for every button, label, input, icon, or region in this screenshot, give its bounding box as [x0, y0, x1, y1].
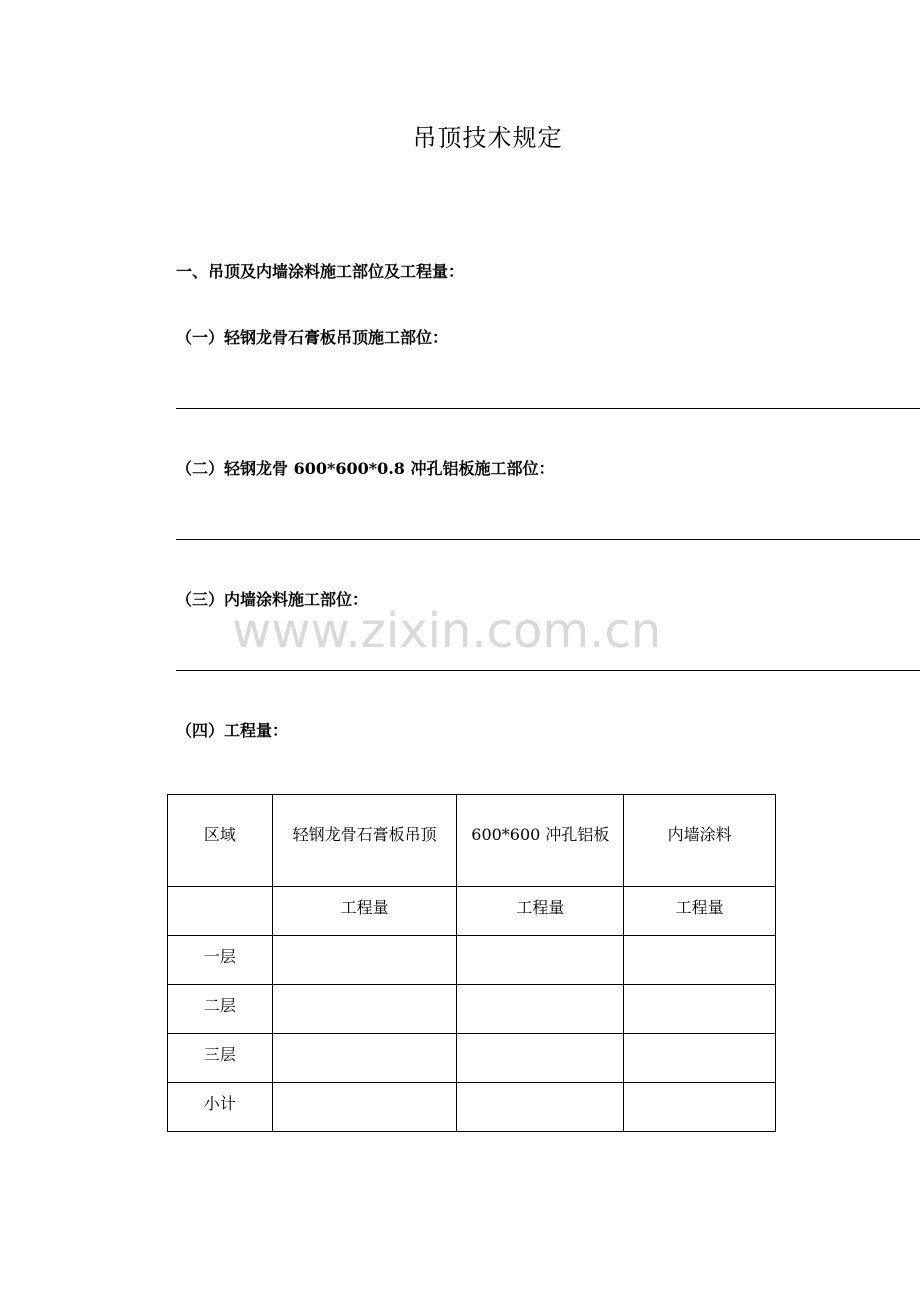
table-row: [168, 985, 776, 1034]
subheader-cell: 工程量: [624, 887, 776, 936]
row-area-label: 二层: [168, 985, 273, 1034]
subheader-cell: [168, 887, 273, 936]
section-heading-1: 一、吊顶及内墙涂料施工部位及工程量：: [176, 262, 465, 281]
table-cell[interactable]: [624, 985, 776, 1034]
table-cell[interactable]: [624, 1083, 776, 1132]
table-cell[interactable]: [624, 1034, 776, 1083]
table-row: [168, 1083, 776, 1132]
table-subheader-row: [168, 887, 776, 936]
table-row: [168, 936, 776, 985]
table-cell[interactable]: [272, 1083, 457, 1132]
subsection-heading-1: （一）轻钢龙骨石膏板吊顶施工部位：: [176, 328, 449, 347]
table-cell[interactable]: [624, 936, 776, 985]
row-area-label: 三层: [168, 1034, 273, 1083]
row-area-label: 一层: [168, 936, 273, 985]
header-cell-aluminum-panel: 600*600 冲孔铝板: [457, 795, 624, 887]
table-cell[interactable]: [457, 1034, 624, 1083]
table-cell[interactable]: [457, 1083, 624, 1132]
table-header-row: [168, 795, 776, 887]
subheader-cell: 工程量: [457, 887, 624, 936]
subsection-heading-3: （三）内墙涂料施工部位：: [176, 590, 369, 609]
fill-line-2: [176, 539, 920, 540]
page-title: 吊顶技术规定: [412, 124, 563, 152]
fill-line-3: [176, 670, 920, 671]
table-cell[interactable]: [457, 985, 624, 1034]
table-cell[interactable]: [272, 985, 457, 1034]
table-cell[interactable]: [272, 936, 457, 985]
subheader-cell: 工程量: [272, 887, 457, 936]
watermark: www.zixin.com.cn: [232, 603, 662, 659]
fill-line-1: [176, 408, 920, 409]
row-area-label: 小计: [168, 1083, 273, 1132]
header-cell-area: 区域: [168, 795, 273, 887]
table-row: [168, 1034, 776, 1083]
table-cell[interactable]: [272, 1034, 457, 1083]
subsection-heading-4: （四）工程量：: [176, 721, 289, 740]
header-cell-gypsum-ceiling: 轻钢龙骨石膏板吊顶: [272, 795, 457, 887]
quantity-table: [167, 794, 776, 1132]
table-cell[interactable]: [457, 936, 624, 985]
subsection-heading-2: （二）轻钢龙骨 600*600*0.8 冲孔铝板施工部位：: [176, 459, 555, 478]
header-cell-wall-paint: 内墙涂料: [624, 795, 776, 887]
